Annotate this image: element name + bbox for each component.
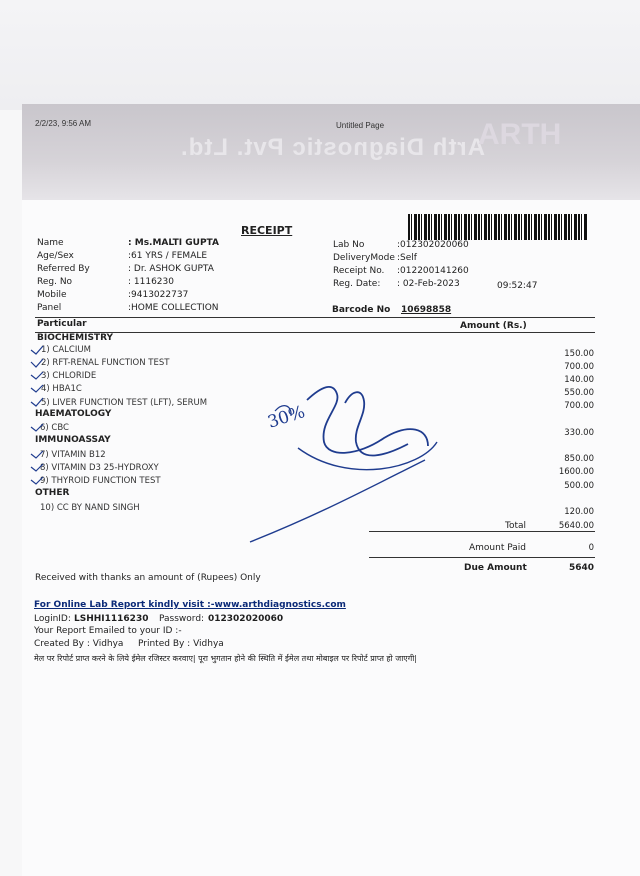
panel-value: :HOME COLLECTION <box>128 303 219 313</box>
table-row: 2) RFT-RENAL FUNCTION TEST <box>41 358 170 368</box>
table-row: 6) CBC <box>40 423 69 433</box>
lab-no-label: Lab No <box>333 240 365 250</box>
section-other: OTHER <box>35 488 70 498</box>
receipt-no-label: Receipt No. <box>333 266 385 276</box>
print-page-title: Untitled Page <box>336 121 385 130</box>
particular-heading: Particular <box>37 319 87 329</box>
table-row-amount: 550.00 <box>564 388 594 398</box>
amount-paid-label: Amount Paid <box>469 543 526 553</box>
login-id-label: LoginID: <box>34 614 71 624</box>
table-row-amount: 150.00 <box>564 349 594 359</box>
received-text: Received with thanks an amount of (Rupees) Only <box>35 573 261 583</box>
login-id-value: LSHHI1116230 <box>74 614 149 624</box>
faded-logo: ARTH <box>478 118 562 151</box>
section-biochemistry: BIOCHEMISTRY <box>37 333 114 343</box>
referred-by-value: : Dr. ASHOK GUPTA <box>128 264 214 274</box>
password-label: Password: <box>159 614 205 624</box>
table-row: 8) VITAMIN D3 25-HYDROXY <box>40 463 159 473</box>
total-value: 5640.00 <box>558 521 594 531</box>
table-row-amount: 1600.00 <box>558 467 594 477</box>
delivery-mode-value: :Self <box>397 253 417 263</box>
table-row-amount: 140.00 <box>564 375 594 385</box>
reg-time-value: 09:52:47 <box>497 281 538 291</box>
amount-heading: Amount (Rs.) <box>460 321 527 331</box>
printed-by-text: Printed By : Vidhya <box>138 639 224 649</box>
print-date-time: 2/2/23, 9:56 AM <box>35 119 92 128</box>
receipt-sheet <box>22 200 640 876</box>
barcode-label: Barcode No <box>332 305 391 315</box>
table-row: 10) CC BY NAND SINGH <box>40 503 140 513</box>
total-rule <box>369 531 595 532</box>
barcode-image <box>408 214 588 240</box>
section-haematology: HAEMATOLOGY <box>35 409 112 419</box>
name-value: : Ms.MALTI GUPTA <box>128 238 219 248</box>
faded-company-name: Arth Diagnostic Pvt. Ltd. <box>180 134 486 161</box>
referred-by-label: Referred By <box>37 264 90 274</box>
reg-date-value: : 02-Feb-2023 <box>397 279 460 289</box>
age-sex-value: :61 YRS / FEMALE <box>128 251 208 261</box>
table-row-amount: 500.00 <box>564 481 594 491</box>
table-row-amount: 120.00 <box>564 507 594 517</box>
panel-label: Panel <box>37 303 62 313</box>
mobile-label: Mobile <box>37 290 67 300</box>
password-value: 012302020060 <box>208 614 284 624</box>
table-row: 4) HBA1C <box>41 384 82 394</box>
receipt-title: RECEIPT <box>241 224 293 237</box>
online-report-link[interactable]: For Online Lab Report kindly visit :-www.arthdiagnostics.com <box>34 600 346 610</box>
barcode-number: 10698858 <box>401 305 452 315</box>
table-row: 3) CHLORIDE <box>41 371 97 381</box>
table-row: 1) CALCIUM <box>41 345 91 355</box>
reg-date-label: Reg. Date: <box>333 279 381 289</box>
due-amount-label: Due Amount <box>464 563 527 573</box>
table-row: 9) THYROID FUNCTION TEST <box>40 476 161 486</box>
total-label: Total <box>505 521 527 531</box>
amount-paid-value: 0 <box>588 543 594 553</box>
name-label: Name <box>37 238 64 248</box>
section-immunoassay: IMMUNOASSAY <box>35 435 111 445</box>
delivery-mode-label: DeliveryMode <box>333 253 395 263</box>
mobile-value: :9413022737 <box>128 290 189 300</box>
hindi-notice: मेल पर रिपोर्ट प्राप्त करने के लिये ईमेल रजिस्टर करवाए| पूरा भुगतान होने की स्थिति में ईमेल तथा मोबाइल पर रिपोर्ट प्राप्त हो जाएगी| <box>34 654 417 663</box>
table-row-amount: 850.00 <box>564 454 594 464</box>
table-row: 5) LIVER FUNCTION TEST (LFT), SERUM <box>41 398 208 408</box>
lab-no-value: :012302020060 <box>397 240 469 250</box>
table-row-amount: 330.00 <box>564 428 594 438</box>
reg-no-value: : 1116230 <box>128 277 174 287</box>
table-row-amount: 700.00 <box>564 362 594 372</box>
age-sex-label: Age/Sex <box>37 251 74 261</box>
created-by-text: Created By : Vidhya <box>34 639 124 649</box>
reg-no-label: Reg. No <box>37 277 73 287</box>
due-amount-value: 5640 <box>568 563 594 573</box>
table-top-rule <box>35 317 595 318</box>
amount-paid-rule <box>369 557 595 558</box>
table-row: 7) VITAMIN B12 <box>40 450 106 460</box>
email-report-text: Your Report Emailed to your ID :- <box>34 626 182 636</box>
paper-top <box>0 0 640 110</box>
table-header-rule <box>35 332 595 333</box>
table-row-amount: 700.00 <box>564 401 594 411</box>
svg-text:30%: 30% <box>265 402 308 433</box>
receipt-no-value: :012200141260 <box>397 266 469 276</box>
